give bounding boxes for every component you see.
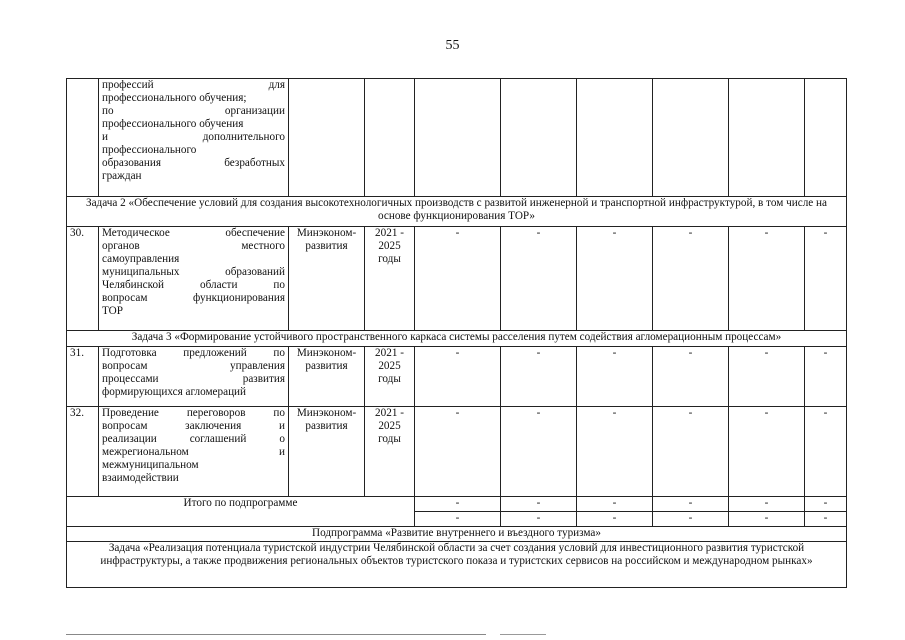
value-cell: - xyxy=(577,407,653,497)
row-number: 30. xyxy=(67,227,99,331)
text-line: Методическое обеспечение xyxy=(102,227,285,239)
task-row xyxy=(67,542,847,588)
value-cell: - xyxy=(501,227,577,331)
text-line: формирующихся агломераций xyxy=(102,386,247,398)
task-row xyxy=(67,197,847,227)
text-line: Проведение переговоров по xyxy=(102,407,285,419)
value-cell: - xyxy=(653,497,729,512)
text-line: ТОР xyxy=(102,305,123,317)
row-number: 31. xyxy=(67,347,99,407)
continuation-row xyxy=(67,79,847,197)
num-cell xyxy=(67,79,99,197)
subprogram-row xyxy=(67,527,847,542)
period-cell: 2021 - 2025 годы xyxy=(365,347,415,407)
text-line: взаимодействии xyxy=(102,472,179,484)
value-cell: - xyxy=(729,497,805,512)
text-line: профессионального обучения; xyxy=(102,92,247,104)
total-label: Итого по подпрограмме xyxy=(67,497,415,527)
task-tourism-title: Задача «Реализация потенциала туристской индустрии Челябинской области за счет создания условий для инвестиционного развития туристской инфраструктуры, а также продвижения региональных объектов туристского показа и туристских сервисов на российском и международном рынках» xyxy=(67,542,847,588)
text-line: вопросам управления xyxy=(102,360,285,372)
text-line: профессионального xyxy=(102,144,197,156)
value-cell: - xyxy=(577,227,653,331)
value-cell: - xyxy=(729,227,805,331)
text-line: профессий для xyxy=(102,79,285,91)
value-cell: - xyxy=(501,497,577,512)
value-cell: - xyxy=(501,347,577,407)
executor-cell: Минэконом-развития xyxy=(289,227,365,331)
text-line: межмуниципальном xyxy=(102,459,199,471)
text-line: органов местного xyxy=(102,240,285,252)
text-line: процессами развития xyxy=(102,373,285,385)
table-row xyxy=(67,407,847,497)
period-cell: 2021 - 2025 годы xyxy=(365,227,415,331)
value-cell: - xyxy=(415,497,501,512)
value-cell: - xyxy=(653,407,729,497)
text-line: самоуправления xyxy=(102,253,180,265)
value-cell: - xyxy=(805,347,847,407)
table-row xyxy=(67,347,847,407)
description-cell xyxy=(99,227,289,331)
executor-cell: Минэконом-развития xyxy=(289,407,365,497)
description-cell xyxy=(99,347,289,407)
task-row xyxy=(67,331,847,347)
text-line: Подготовка предложений по xyxy=(102,347,285,359)
table-row xyxy=(67,227,847,331)
value-cell: - xyxy=(577,347,653,407)
task-2-title: Задача 2 «Обеспечение условий для создания высокотехнологичных производств с развитой инженерной и транспортной инфраструктурой, в том числе на основе функционирования ТОР» xyxy=(67,197,847,227)
value-cell: - xyxy=(577,512,653,527)
value-cell: - xyxy=(501,407,577,497)
task-3-title: Задача 3 «Формирование устойчивого пространственного каркаса системы расселения путем содействия агломерационным процессам» xyxy=(67,331,847,347)
value-cell: - xyxy=(415,347,501,407)
executor-cell: Минэконом-развития xyxy=(289,347,365,407)
total-row xyxy=(67,497,847,512)
value-cell: - xyxy=(805,497,847,512)
footer-divider xyxy=(66,634,486,635)
value-cell: - xyxy=(805,512,847,527)
row-number: 32. xyxy=(67,407,99,497)
value-cell: - xyxy=(415,407,501,497)
footer-divider xyxy=(500,634,546,635)
value-cell: - xyxy=(653,227,729,331)
text-line: реализации соглашений о xyxy=(102,433,285,445)
subprogram-title: Подпрограмма «Развитие внутреннего и въездного туризма» xyxy=(67,527,847,542)
value-cell: - xyxy=(805,227,847,331)
period-cell: 2021 - 2025 годы xyxy=(365,407,415,497)
value-cell: - xyxy=(501,512,577,527)
text-line: образования безработных xyxy=(102,157,285,169)
value-cell: - xyxy=(577,497,653,512)
value-cell: - xyxy=(653,347,729,407)
description-cell xyxy=(99,79,289,197)
text-line: профессионального обучения xyxy=(102,118,244,130)
value-cell: - xyxy=(729,407,805,497)
text-line: муниципальных образований xyxy=(102,266,285,278)
text-line: граждан xyxy=(102,170,142,182)
text-line: и дополнительного xyxy=(102,131,285,143)
description-cell xyxy=(99,407,289,497)
text-line: по организации xyxy=(102,105,285,117)
text-line: межрегиональном и xyxy=(102,446,285,458)
page-number: 55 xyxy=(445,38,460,53)
value-cell: - xyxy=(729,347,805,407)
value-cell: - xyxy=(415,227,501,331)
value-cell: - xyxy=(729,512,805,527)
program-table xyxy=(66,78,847,588)
value-cell: - xyxy=(805,407,847,497)
text-line: Челябинской области по xyxy=(102,279,285,291)
value-cell: - xyxy=(653,512,729,527)
value-cell: - xyxy=(415,512,501,527)
text-line: вопросам заключения и xyxy=(102,420,285,432)
text-line: вопросам функционирования xyxy=(102,292,285,304)
